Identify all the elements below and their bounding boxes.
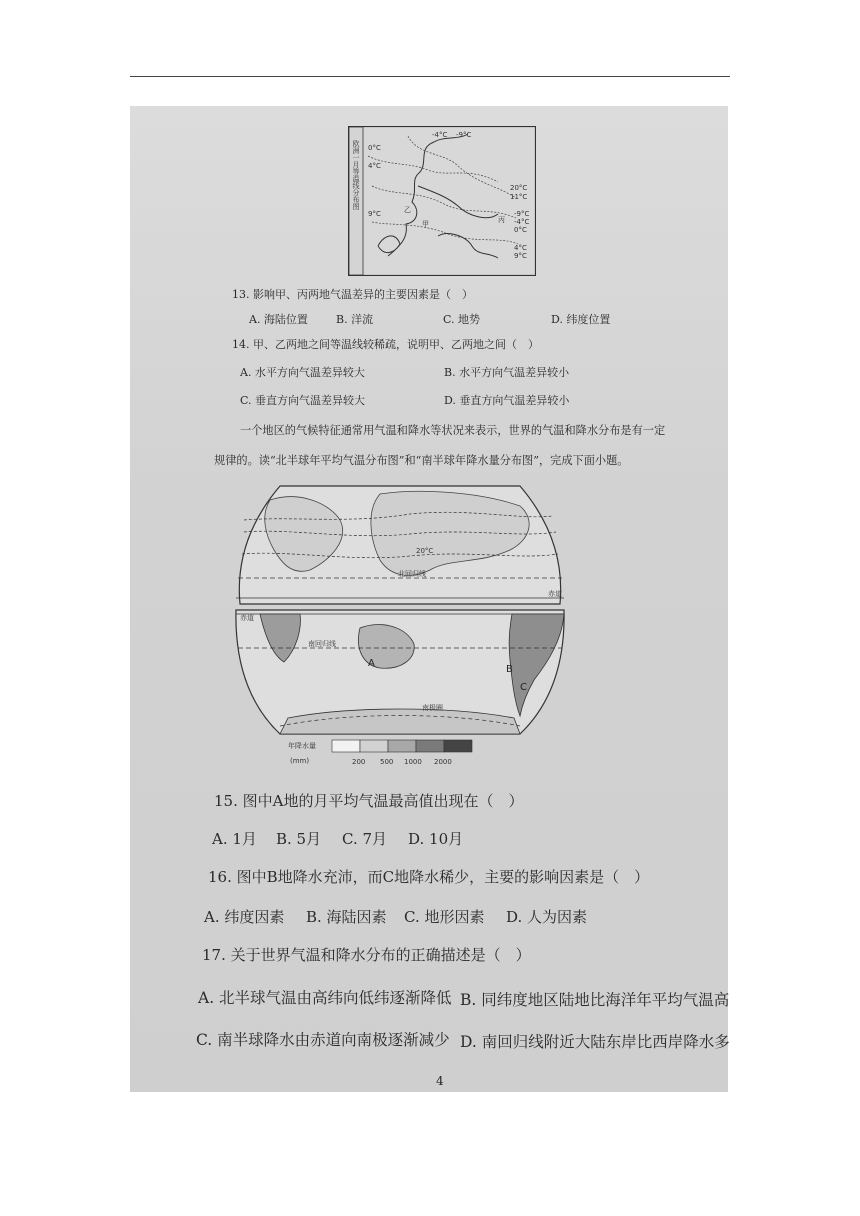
q17-stem: 17. 关于世界气温和降水分布的正确描述是（ ） [202, 946, 531, 964]
q16-option-a: A. 纬度因素 [204, 908, 285, 926]
q13-option-c: C. 地势 [443, 313, 481, 326]
q16-option-d: D. 人为因素 [506, 908, 588, 926]
intro-line-2: 规律的。读“北半球年平均气温分布图”和“南半球年降水量分布图”，完成下面小题。 [214, 454, 629, 467]
q14-option-a: A. 水平方向气温差异较大 [240, 366, 365, 379]
europe-label-2: 0°C [368, 144, 381, 152]
europe-isotherm-map [348, 126, 536, 276]
legend-tick-500: 500 [380, 758, 394, 766]
q13-stem: 13. 影响甲、丙两地气温差异的主要因素是（ ） [232, 288, 473, 301]
q14-option-c: C. 垂直方向气温差异较大 [240, 394, 366, 407]
world-point-c: C [520, 682, 527, 693]
world-equator-top: 赤道 [548, 590, 562, 598]
world-climate-map [230, 480, 570, 770]
q13-option-b: B. 洋流 [336, 313, 374, 326]
q17-option-b: B. 同纬度地区陆地比海洋年平均气温高 [460, 991, 730, 1009]
europe-label-9: 4°C [514, 244, 527, 252]
world-tropic-south: 南回归线 [308, 640, 336, 648]
europe-label-5: 11°C [510, 193, 528, 201]
q17-option-c: C. 南半球降水由赤道向南极逐渐减少 [196, 1031, 450, 1049]
page-number: 4 [436, 1074, 444, 1088]
europe-map-title: 欧洲一月等温线分布图 [352, 140, 360, 210]
world-tropic-north: 北回归线 [398, 570, 426, 578]
q15-stem: 15. 图中A地的月平均气温最高值出现在（ ） [214, 792, 524, 810]
world-antarctic-circle: 南极圈 [422, 704, 443, 712]
precipitation-legend [288, 740, 472, 766]
europe-place-bing: 丙 [498, 216, 505, 224]
europe-label-10: 9°C [514, 252, 527, 260]
legend-tick-2000: 2000 [434, 758, 452, 766]
legend-tick-1000: 1000 [404, 758, 422, 766]
legend-tick-200: 200 [352, 758, 366, 766]
world-point-b: B [506, 664, 513, 675]
world-temp-20: 20°C [416, 547, 434, 555]
q13-option-d: D. 纬度位置 [551, 313, 611, 326]
q15-option-c: C. 7月 [342, 830, 388, 848]
world-point-a: A [368, 658, 375, 669]
legend-title: 年降水量 [288, 742, 316, 750]
q16-option-b: B. 海陆因素 [306, 908, 387, 926]
europe-label-0: -4°C [432, 131, 448, 139]
q15-option-a: A. 1月 [212, 830, 257, 848]
europe-label-8: 0°C [514, 226, 527, 234]
europe-label-11: 9°C [368, 210, 381, 218]
q17-option-d: D. 南回归线附近大陆东岸比西岸降水多 [460, 1033, 730, 1051]
q14-stem: 14. 甲、乙两地之间等温线较稀疏，说明甲、乙两地之间（ ） [232, 338, 539, 351]
q14-option-b: B. 水平方向气温差异较小 [444, 366, 570, 379]
q15-option-b: B. 5月 [276, 830, 322, 848]
q15-option-d: D. 10月 [408, 830, 464, 848]
q17-option-a: A. 北半球气温由高纬向低纬逐渐降低 [198, 989, 452, 1007]
europe-label-6: -9°C [514, 210, 530, 218]
top-rule [130, 76, 730, 77]
legend-unit: (mm) [290, 757, 310, 765]
q16-stem: 16. 图中B地降水充沛，而C地降水稀少，主要的影响因素是（ ） [208, 868, 650, 886]
europe-label-4: 20°C [510, 184, 528, 192]
q13-option-a: A. 海陆位置 [249, 313, 308, 326]
intro-line-1: 一个地区的气候特征通常用气温和降水等状况来表示，世界的气温和降水分布是有一定 [240, 424, 666, 437]
world-equator-bottom: 赤道 [240, 614, 254, 622]
europe-place-yi: 乙 [404, 206, 411, 214]
europe-place-jia: 甲 [422, 220, 429, 228]
q14-option-d: D. 垂直方向气温差异较小 [444, 394, 570, 407]
europe-label-3: 4°C [368, 162, 381, 170]
europe-label-1: -9°C [456, 131, 472, 139]
q16-option-c: C. 地形因素 [404, 908, 485, 926]
europe-label-7: -4°C [514, 218, 530, 226]
